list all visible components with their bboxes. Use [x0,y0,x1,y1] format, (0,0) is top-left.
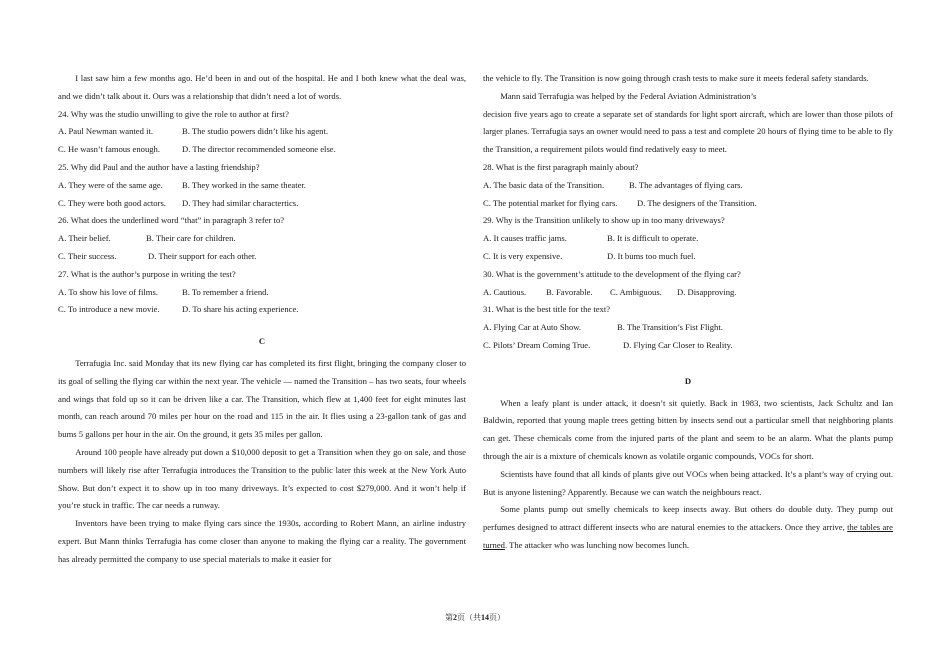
d-p3-text-before: Some plants pump out smelly chemicals to keep insects away. But others do double duty. They pump out perfumes designed to attract different insects who are natural enemies to the attackers. Once they arrive, [483,504,893,533]
q26-option-d: D. Their support for each other. [148,250,257,261]
question-24: 24. Why was the studio unwilling to give the role to author at first? [58,108,289,119]
section-c-paragraph-4: decision five years ago to create a separate set of standards for light sport aircraft, which are lower than those pilots of larger planes. Terrafugia says an owner would need to pass a test and complete 20 hours of flying time to be able to fly the Transition, a requirement pilots would find redatively easy to meet. [483,108,893,155]
q24-option-b: B. The studio powers didn’t like his agent. [182,126,329,137]
q28-option-c: C. The potential market for flying cars. [483,197,618,208]
section-d-paragraph-3 [483,501,893,554]
intro-paragraph: I last saw him a few months ago. He’d been in and out of the hospital. He and I both knew what the deal was, and we didn’t talk about it. Ours was a relationship that didn’t need a lot of words. [58,73,466,101]
page-footer [0,612,950,623]
footer-middle: 页（共 [457,613,481,622]
q24-options-cd [58,141,466,159]
q30-option-c: C. Ambiguous. [610,286,662,297]
section-d-paragraph-2: Scientists have found that all kinds of plants give out VOCs when being attacked. It’s a plant’s way of crying out. But is anyone listening? Apparently. Because we can watch the neighbours react. [483,468,893,497]
right-column [483,70,893,555]
q28-options-cd [483,195,893,213]
q24-options-ab [58,123,466,141]
q26-options-ab [58,230,466,248]
q24-option-c: C. He wasn’t famous enough. [58,144,160,155]
q27-options-cd [58,301,466,319]
section-c-paragraph-3-continued: the vehicle to fly. The Transition is now going through crash tests to make sure it meets federal safety standards. [483,73,869,83]
q29-option-d: D. It bums too much fuel. [607,250,696,261]
q31-options-cd [483,337,893,355]
question-26: 26. What does the underlined word “that” in paragraph 3 refer to? [58,215,285,226]
section-c-paragraph-2: Around 100 people have already put down a $10,000 deposit to get a Transition when they go on sale, and those numbers will likely rise after Terrafugia introduces the Transition to the public later this week at the New York Auto Show. But don’t expect it to show up in too many driveways. It’s expected to cost $279,000. And it won’t help if you’re stuck in traffic. The car needs a runway. [58,446,466,511]
q30-option-d: D. Disapproving. [677,286,737,297]
q31-options-ab [483,319,893,337]
q31-option-b: B. The Transition’s Fist Flight. [617,322,723,333]
q25-options-cd [58,195,466,213]
footer-prefix: 第 [445,613,453,622]
question-29: 29. Why is the Transition unlikely to show up in too many driveways? [483,215,725,226]
q26-option-c: C. Their success. [58,250,117,261]
underlined-phrase: the tables are turned [483,522,893,550]
question-27: 27. What is the author’s purpose in writing the test? [58,268,236,279]
q29-options-cd [483,248,893,266]
q30-option-a: A. Cautious. [483,286,527,297]
question-25: 25. Why did Paul and the author have a lasting friendship? [58,161,260,172]
q27-option-b: B. To remember a friend. [182,286,269,297]
section-c-paragraph-1: Terrafugia Inc. said Monday that its new flying car has completed its first flight, bringing the company closer to its goal of selling the flying car within the next year. The vehicle — named the Transition – has two seats, four wheels and wings that fold up so it can be driven like a car. The Transition, which flew at 1,400 feet for eight minutes last month, can reach around 70 miles per hour on the road and 115 in the air. It flies using a 23-gallon tank of gas and bums 5 gallons per hour in the air. On the ground, it gets 35 miles per gallon. [58,357,466,440]
section-c-paragraph-3: Inventors have been trying to make flying cars since the 1930s, according to Robert Mann, an airline industry expert. But Mann thinks Terrafugia has come closer than anyone to making the flying car a reality. The government has already permitted the company to use special materials to make it easier for [58,518,466,564]
q28-options-ab [483,177,893,195]
q29-option-a: A. It causes traffic jams. [483,233,567,244]
q31-option-d: D. Flying Car Closer to Reality. [623,339,733,350]
section-d-paragraph-1: When a leafy plant is under attack, it doesn’t sit quietly. Back in 1983, two scientists, Jack Schultz and Ian Baldwin, reported that young maple trees getting bitten by insects send out a particular smell that neighboring plants can get. These chemicals come from the injured parts of the plant and seem to be an alarm. What the plants pump through the air is a mixture of chemicals known as volatile organic compounds, VOCs for short. [483,397,893,461]
q27-option-a: A. To show his love of films. [58,286,158,297]
question-28: 28. What is the first paragraph mainly about? [483,161,639,172]
q31-option-c: C. Pilots’ Dream Coming True. [483,339,591,350]
q30-options [483,284,893,302]
section-c-paragraph-4-line-1: Mann said Terrafugia was helped by the Federal Aviation Administration’s [500,90,757,101]
footer-total-pages: 14 [481,613,489,622]
q25-option-b: B. They worked in the same theater. [182,179,306,190]
q25-option-a: A. They were of the same age. [58,179,163,190]
section-d-heading: D [684,375,692,386]
question-31: 31. What is the best title for the text? [483,304,611,315]
q28-option-a: A. The basic data of the Transition. [483,179,605,190]
d-p3-text-after: . The attacker who was lunching now becomes lunch. [504,539,690,550]
footer-page-number: 2 [453,613,457,622]
q27-option-c: C. To introduce a new movie. [58,304,160,315]
question-30: 30. What is the government’s attitude to the development of the flying car? [483,268,741,279]
q24-option-d: D. The director recommended someone else. [182,144,336,155]
q26-option-a: A. Their belief. [58,233,111,244]
q29-option-b: B. It is difficult to operate. [607,233,699,244]
q25-option-c: C. They were both good actors. [58,197,166,208]
q29-options-ab [483,230,893,248]
q25-options-ab [58,177,466,195]
footer-suffix: 页） [489,613,505,622]
q28-option-b: B. The advantages of flying cars. [629,179,743,190]
q26-options-cd [58,248,466,266]
left-column [58,70,466,569]
q30-option-b: B. Favorable. [546,286,593,297]
q27-options-ab [58,284,466,302]
q26-option-b: B. Their care for children. [146,233,236,244]
q31-option-a: A. Flying Car at Auto Show. [483,322,582,333]
q24-option-a: A. Paul Newman wanted it. [58,126,153,137]
section-c-heading: C [258,336,266,347]
q27-option-d: D. To share his acting experience. [182,304,299,315]
q25-option-d: D. They had similar charactertics. [182,197,299,208]
q29-option-c: C. It is very expensive. [483,250,563,261]
q28-option-d: D. The designers of the Transition. [637,197,757,208]
